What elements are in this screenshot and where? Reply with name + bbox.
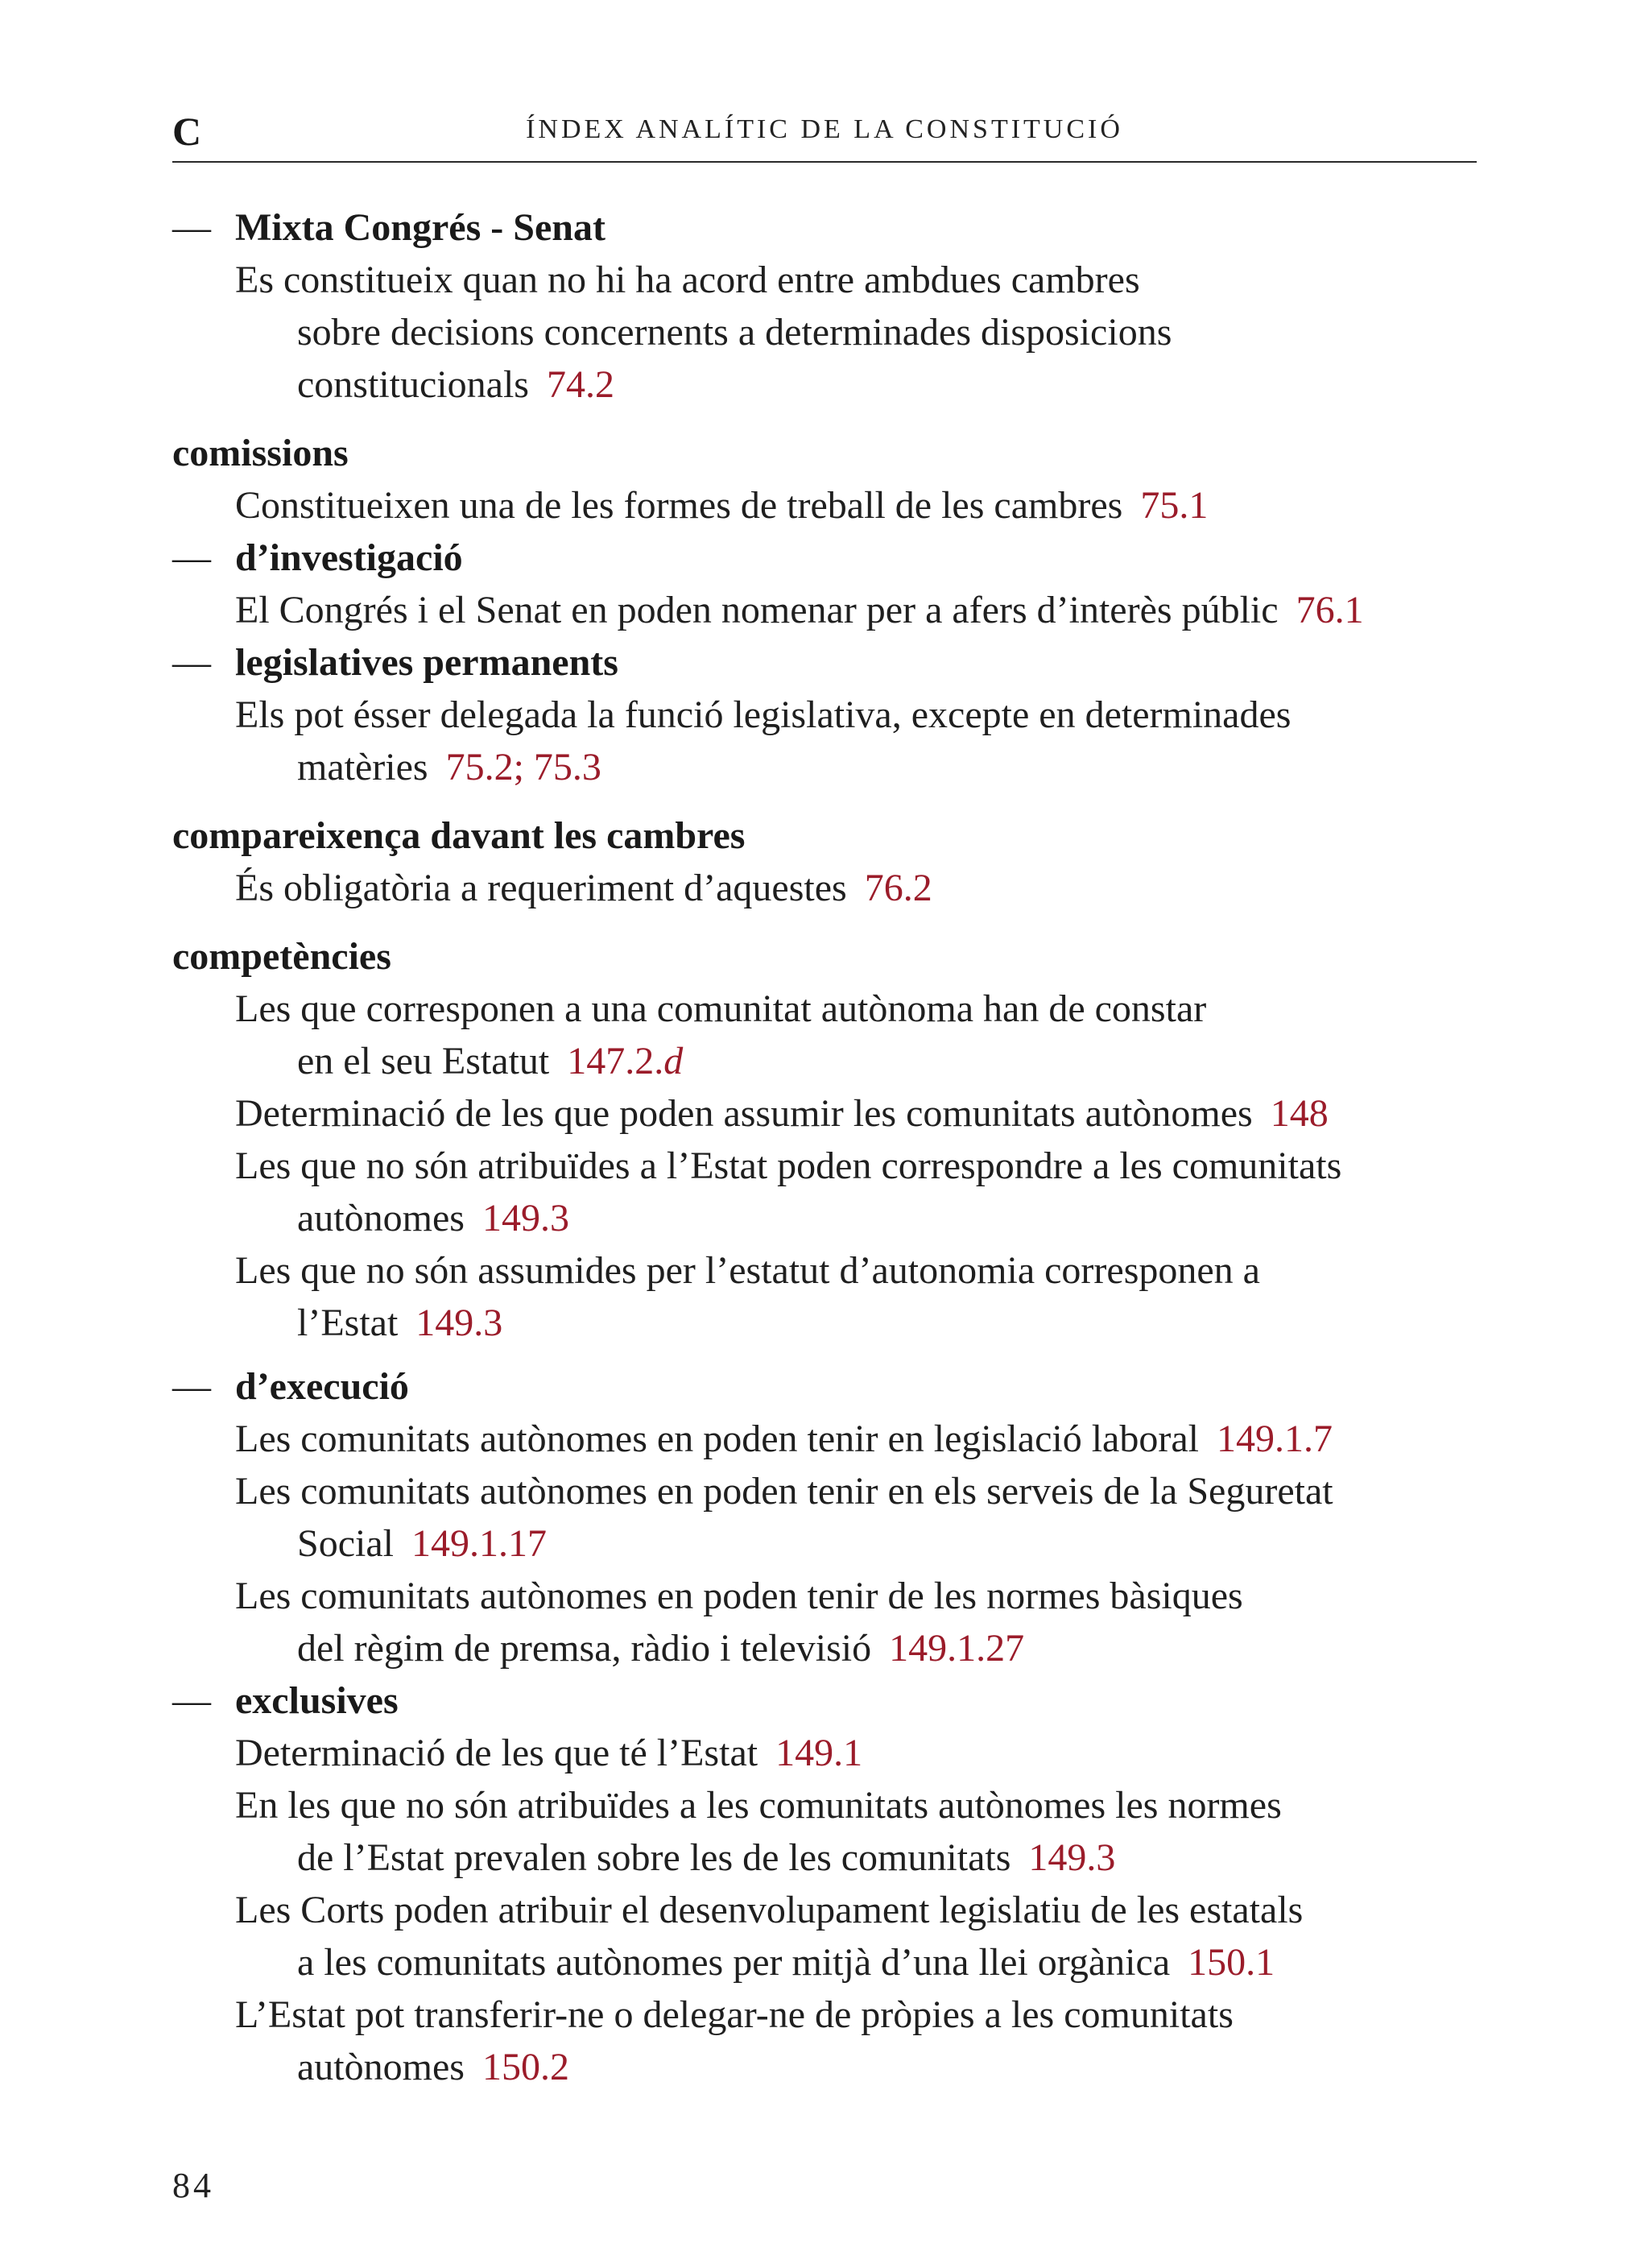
description-line [172, 1727, 1493, 1779]
article-reference: 148 [1270, 1092, 1329, 1135]
description-text: l’Estat [297, 1302, 399, 1344]
description-line: En les que no són atribuïdes a les comunitats autònomes les normes [235, 1784, 1282, 1827]
article-reference: 149.3 [481, 1197, 569, 1240]
description-line: Es constitueix quan no hi ha acord entre ambdues cambres [235, 259, 1140, 301]
subentry-term: exclusives [235, 1679, 399, 1722]
running-header [172, 103, 1477, 163]
description-line [172, 1035, 1493, 1087]
description-text: Determinació de les que té l’Estat [235, 1732, 758, 1774]
spacer [172, 793, 1493, 809]
article-reference: 149.1 [775, 1732, 863, 1774]
header-title: ÍNDEX ANALÍTIC DE LA CONSTITUCIÓ [526, 114, 1123, 144]
index-content [172, 201, 1493, 2093]
em-dash: — [172, 641, 211, 684]
description-line [172, 1622, 1493, 1674]
em-dash: — [172, 1365, 211, 1408]
subentry-mixta [172, 201, 1493, 254]
description-text: És obligatòria a requeriment d’aquestes [235, 867, 847, 909]
description-line [172, 862, 1493, 914]
description-line [172, 2041, 1493, 2093]
description-line: Les que no són assumides per l’estatut d’autonomia corresponen a [235, 1249, 1260, 1292]
subentry-term: legislatives permanents [235, 641, 618, 684]
description-text: Determinació de les que poden assumir les comunitats autònomes [235, 1092, 1253, 1135]
article-reference: 75.2; 75.3 [445, 746, 601, 788]
description-line: sobre decisions concernents a determinades disposicions [297, 311, 1172, 354]
article-reference: 150.2 [481, 2046, 569, 2088]
headword-compareixenca: compareixença davant les cambres [172, 814, 746, 857]
description-line: Les comunitats autònomes en poden tenir en els serveis de la Seguretat [235, 1470, 1333, 1513]
article-reference: 149.3 [415, 1302, 503, 1344]
subentry-exclusives [172, 1674, 1493, 1727]
article-reference: 149.1.7 [1216, 1418, 1333, 1460]
article-reference: 74.2 [546, 363, 614, 406]
article-reference [567, 1040, 683, 1082]
article-reference: 149.1.17 [411, 1522, 547, 1565]
description-text: Les comunitats autònomes en poden tenir en legislació laboral [235, 1418, 1199, 1460]
spacer [172, 411, 1493, 427]
description-text: del règim de premsa, ràdio i televisió [297, 1627, 872, 1670]
description-line [172, 1192, 1493, 1244]
description-text: en el seu Estatut [297, 1040, 550, 1082]
description-line [172, 1087, 1493, 1140]
page-number: 84 [172, 2166, 214, 2205]
subentry-term: d’execució [235, 1365, 409, 1408]
description-text: constitucionals [297, 363, 529, 406]
article-reference: 149.1.27 [889, 1627, 1025, 1670]
article-reference: 75.1 [1140, 484, 1209, 527]
reference-letter: d [663, 1040, 684, 1082]
description-line [172, 584, 1493, 636]
subentry-execucio [172, 1360, 1493, 1413]
description-line [172, 1517, 1493, 1570]
em-dash: — [172, 206, 211, 249]
description-text: autònomes [297, 2046, 465, 2088]
description-line: Les comunitats autònomes en poden tenir de les normes bàsiques [235, 1575, 1243, 1617]
description-line: Les que no són atribuïdes a l’Estat poden correspondre a les comunitats [235, 1144, 1342, 1187]
description-text: matèries [297, 746, 428, 788]
description-line [172, 1831, 1493, 1884]
subentry-investigacio [172, 532, 1493, 584]
description-line [172, 741, 1493, 793]
headword-competencies: competències [172, 935, 391, 978]
reference-number: 147.2. [567, 1040, 664, 1082]
description-text: a les comunitats autònomes per mitjà d’una llei orgànica [297, 1941, 1171, 1984]
subentry-legislatives-permanents [172, 636, 1493, 689]
description-line: Les que corresponen a una comunitat autònoma han de constar [235, 987, 1207, 1030]
description-text: autònomes [297, 1197, 465, 1240]
article-reference: 149.3 [1028, 1836, 1116, 1879]
em-dash: — [172, 536, 211, 579]
description-line [172, 358, 1493, 411]
subentry-term: Mixta Congrés - Senat [235, 206, 605, 249]
description-line: Els pot ésser delegada la funció legislativa, excepte en determinades [235, 693, 1292, 736]
headword-comissions: comissions [172, 432, 349, 474]
spacer [172, 914, 1493, 930]
description-text: de l’Estat prevalen sobre les de les comunitats [297, 1836, 1011, 1879]
description-text: Constitueixen una de les formes de treball de les cambres [235, 484, 1123, 527]
article-reference: 76.2 [864, 867, 932, 909]
spacer [172, 1349, 1493, 1360]
subentry-term: d’investigació [235, 536, 463, 579]
description-line [172, 1297, 1493, 1349]
description-line: Les Corts poden atribuir el desenvolupament legislatiu de les estatals [235, 1889, 1304, 1931]
article-reference: 76.1 [1296, 589, 1364, 631]
description-text: Social [297, 1522, 394, 1565]
description-line: L’Estat pot transferir-ne o delegar-ne de pròpies a les comunitats [235, 1993, 1234, 2036]
article-reference: 150.1 [1188, 1941, 1275, 1984]
description-line [172, 479, 1493, 532]
section-letter: C [172, 109, 202, 154]
description-text: El Congrés i el Senat en poden nomenar per a afers d’interès públic [235, 589, 1279, 631]
em-dash: — [172, 1679, 211, 1722]
description-line [172, 1936, 1493, 1989]
description-line [172, 1413, 1493, 1465]
